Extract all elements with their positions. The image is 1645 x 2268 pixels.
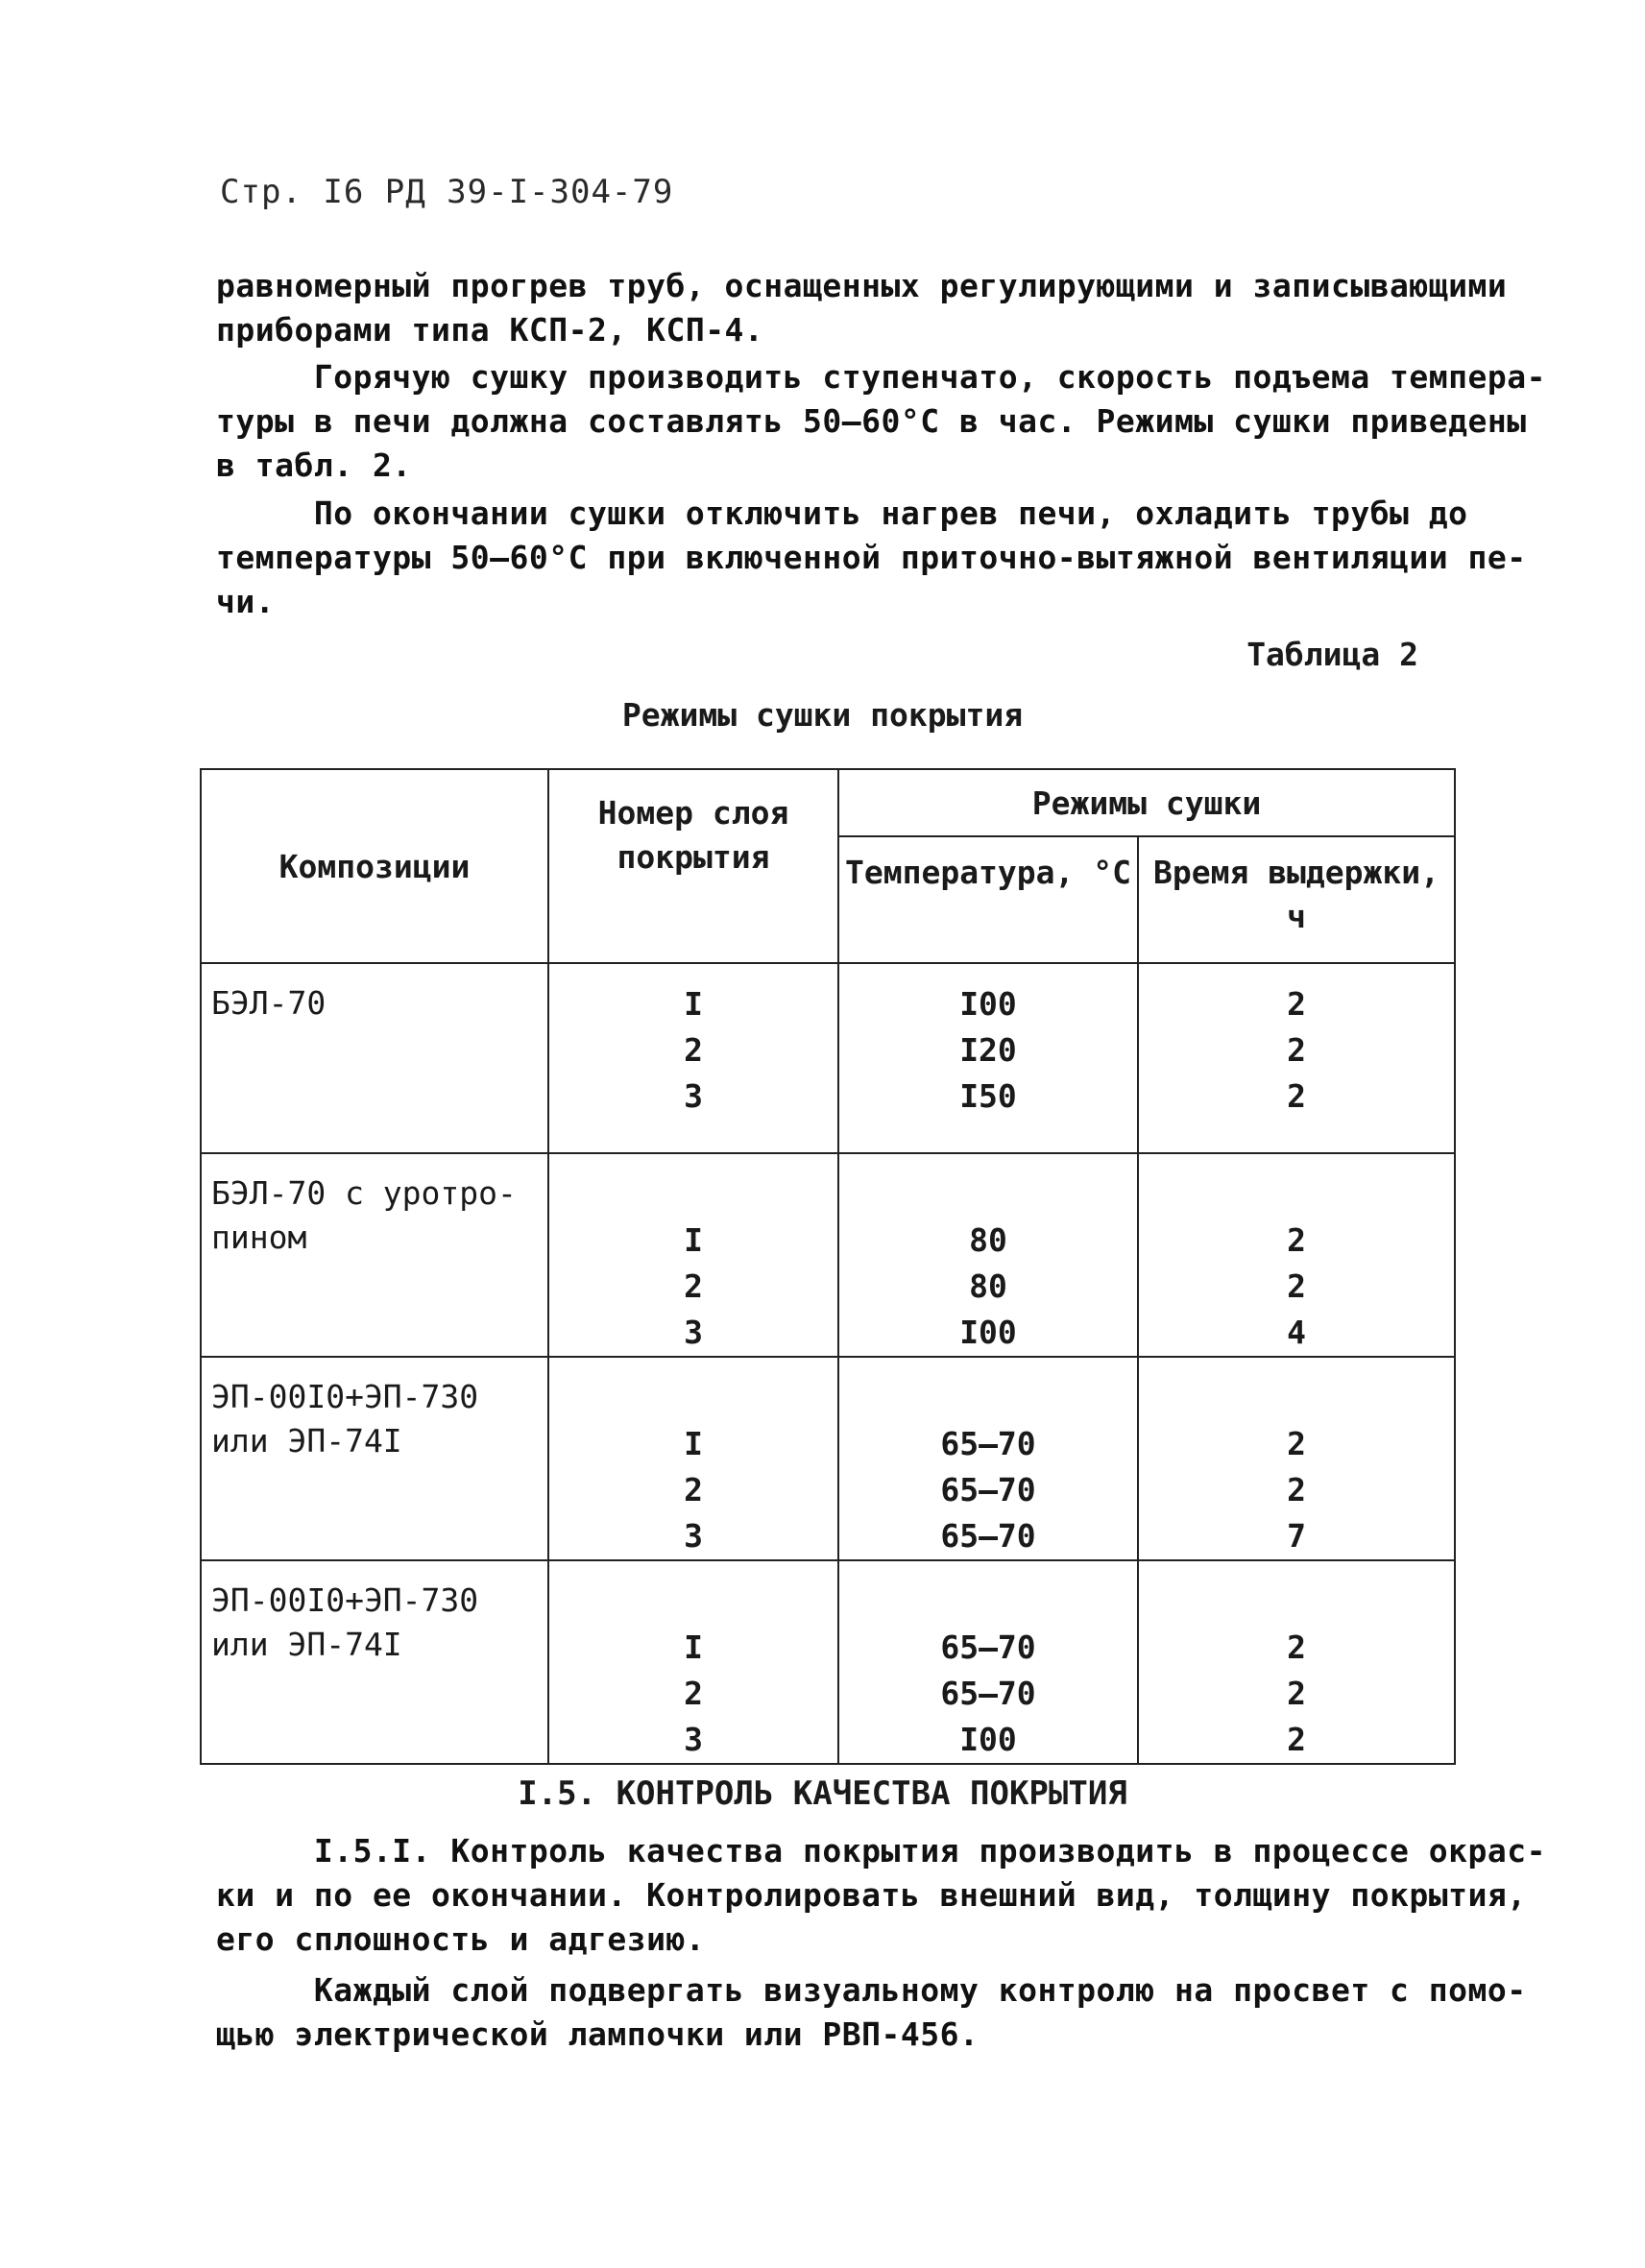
layer-value: 3	[684, 1721, 703, 1758]
table-label: Таблица 2	[1246, 636, 1418, 673]
text-line: ки и по ее окончании. Контролировать внешний вид, толщину покрытия,	[216, 1876, 1527, 1914]
text-line: туры в печи должна составлять 50–60°С в час. Режимы сушки приведены	[216, 402, 1527, 440]
layer-value: 3	[684, 1314, 703, 1351]
header-temperature: Температура, °С	[838, 836, 1138, 963]
text-line: По окончании сушки отключить нагрев печи, охладить трубы до	[216, 495, 1468, 532]
time-value: 2	[1287, 1077, 1306, 1115]
section-title: I.5. КОНТРОЛЬ КАЧЕСТВА ПОКРЫТИЯ	[518, 1774, 1127, 1813]
layer-cell	[548, 1560, 838, 1764]
time-value: 2	[1287, 985, 1306, 1023]
table-row	[201, 1560, 1455, 1764]
table-title: Режимы сушки покрытия	[621, 696, 1024, 734]
time-value: 2	[1287, 1629, 1306, 1666]
layer-value: 2	[684, 1471, 703, 1508]
header-hold-time: Время выдержки, ч	[1138, 836, 1455, 963]
text-line: щью электрической лампочки или РВП-456.	[216, 2015, 980, 2053]
temperature-value: 65–70	[940, 1675, 1036, 1712]
time-cell	[1138, 1560, 1455, 1764]
layer-value: 2	[684, 1675, 703, 1712]
time-value: 2	[1287, 1267, 1306, 1305]
layer-value: I	[684, 985, 703, 1023]
temperature-value: 80	[969, 1221, 1007, 1259]
temperature-cell	[838, 1560, 1138, 1764]
quality-control-paragraph	[216, 1829, 1547, 1962]
time-value: 7	[1287, 1517, 1306, 1555]
drying-paragraph	[216, 355, 1547, 488]
time-value: 2	[1287, 1721, 1306, 1758]
text-line: чи.	[216, 583, 276, 620]
temperature-value: I00	[959, 985, 1017, 1023]
visual-control-paragraph	[216, 1968, 1527, 2057]
time-cell	[1138, 1357, 1455, 1560]
layer-value: 2	[684, 1267, 703, 1305]
temperature-cell	[838, 1357, 1138, 1560]
layer-cell	[548, 963, 838, 1153]
layer-value: I	[684, 1221, 703, 1259]
table-row	[201, 1153, 1455, 1357]
header-layer-number: Номер слоя покрытия	[548, 769, 838, 963]
time-value: 4	[1287, 1314, 1306, 1351]
page-header: Стр. I6 РД 39-I-304-79	[220, 173, 674, 211]
layer-cell	[548, 1357, 838, 1560]
time-cell	[1138, 1153, 1455, 1357]
text-line: его сплошность и адгезию.	[216, 1920, 706, 1958]
layer-value: I	[684, 1425, 703, 1462]
temperature-value: 65–70	[940, 1471, 1036, 1508]
time-value: 2	[1287, 1675, 1306, 1712]
temperature-value: I00	[959, 1721, 1017, 1758]
layer-value: 3	[684, 1077, 703, 1115]
temperature-value: I00	[959, 1314, 1017, 1351]
temperature-value: I20	[959, 1031, 1017, 1069]
temperature-cell	[838, 1153, 1138, 1357]
time-value: 2	[1287, 1471, 1306, 1508]
composition-cell: ЭП-00I0+ЭП-730 или ЭП-74I	[201, 1357, 548, 1560]
text-line: температуры 50–60°С при включенной приточно-вытяжной вентиляции пе-	[216, 539, 1527, 576]
text-line: в табл. 2.	[216, 446, 412, 484]
text-line: Каждый слой подвергать визуальному контролю на просвет с помо-	[216, 1971, 1527, 2009]
temperature-value: 65–70	[940, 1425, 1036, 1462]
layer-cell	[548, 1153, 838, 1357]
temperature-cell	[838, 963, 1138, 1153]
header-composition: Композиции	[201, 769, 548, 963]
header-drying-modes: Режимы сушки	[838, 769, 1455, 836]
layer-value: 2	[684, 1031, 703, 1069]
temperature-value: I50	[959, 1077, 1017, 1115]
temperature-value: 80	[969, 1267, 1007, 1305]
composition-cell: БЭЛ-70 с уротро- пином	[201, 1153, 548, 1357]
time-cell	[1138, 963, 1455, 1153]
composition-cell: ЭП-00I0+ЭП-730 или ЭП-74I	[201, 1560, 548, 1764]
time-value: 2	[1287, 1031, 1306, 1069]
layer-value: I	[684, 1629, 703, 1666]
text-line: равномерный прогрев труб, оснащенных регулирующими и записывающими	[216, 267, 1508, 304]
text-line: приборами типа КСП-2, КСП-4.	[216, 311, 764, 349]
time-value: 2	[1287, 1425, 1306, 1462]
temperature-value: 65–70	[940, 1517, 1036, 1555]
composition-cell: БЭЛ-70	[201, 963, 548, 1153]
temperature-value: 65–70	[940, 1629, 1036, 1666]
cooling-paragraph	[216, 492, 1527, 624]
table-row	[201, 963, 1455, 1153]
time-value: 2	[1287, 1221, 1306, 1259]
table-row	[201, 1357, 1455, 1560]
text-line: Горячую сушку производить ступенчато, скорость подъема темпера-	[216, 358, 1547, 396]
drying-modes-table	[200, 768, 1456, 1765]
layer-value: 3	[684, 1517, 703, 1555]
text-line: I.5.I. Контроль качества покрытия производить в процессе окрас-	[216, 1832, 1547, 1870]
intro-paragraph	[216, 264, 1508, 352]
